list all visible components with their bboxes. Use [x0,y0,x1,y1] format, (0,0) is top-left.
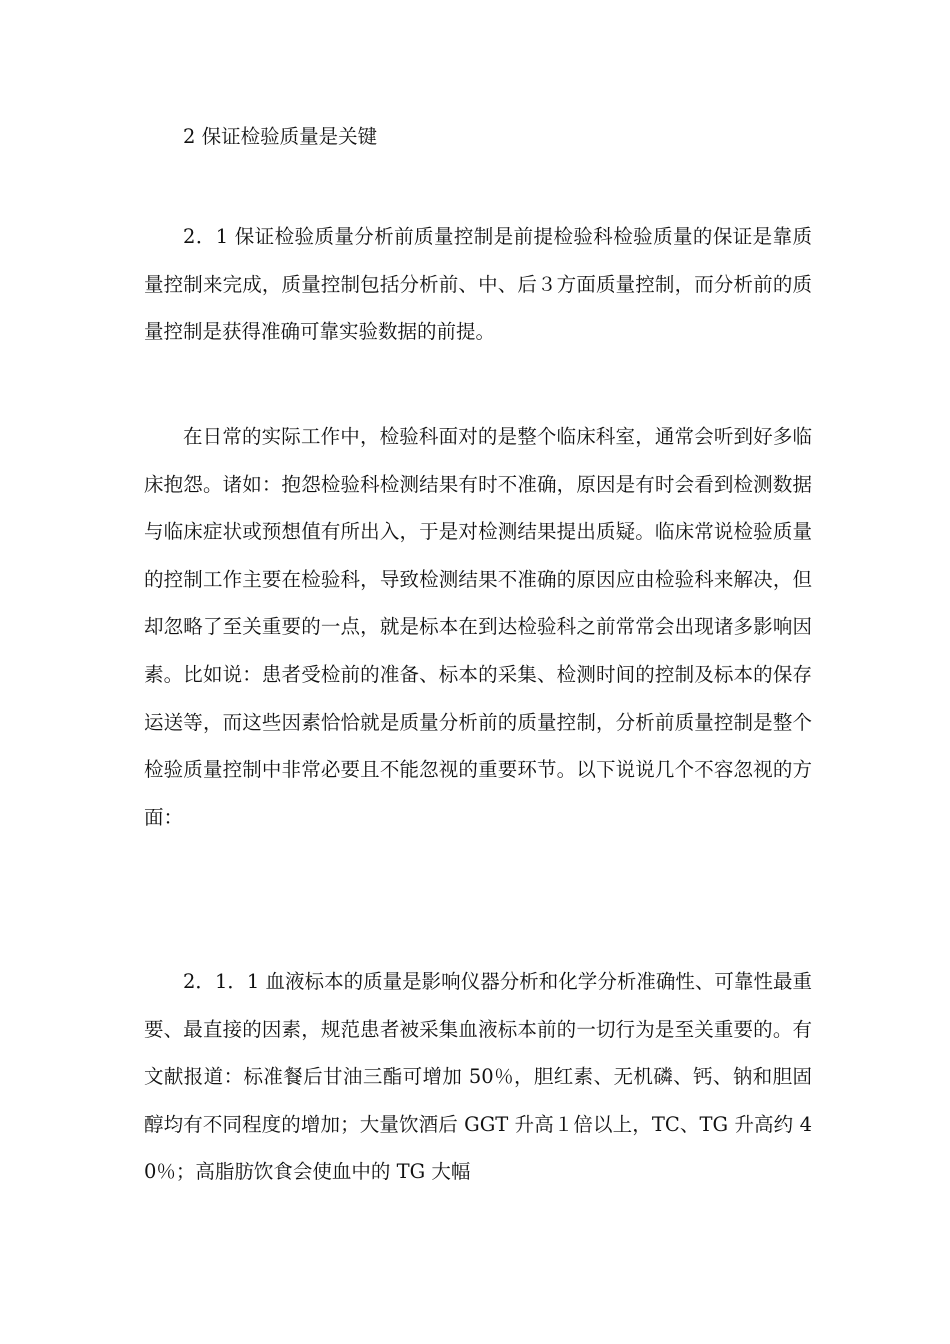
paragraph-2-1-1: 2．1．1 血液标本的质量是影响仪器分析和化学分析准确性、可靠性最重要、最直接的因素，规范患者被采集血液标本前的一切行为是至关重要的。有文献报道：标准餐后甘油三酯可增加 50％，胆红素、无机磷、钙、钠和胆固醇均有不同程度的增加；大量饮酒后 GGT 升高１倍以上，TC、TG 升高约 40％；高脂肪饮食会使血中的 TG 大幅 [144,970,812,1184]
paragraph-daily-work: 在日常的实际工作中，检验科面对的是整个临床科室，通常会听到好多临床抱怨。诸如：抱怨检验科检测结果有时不准确，原因是有时会看到检测数据与临床症状或预想值有所出入，于是对检测结果提出质疑。临床常说检验质量的控制工作主要在检验科，导致检测结果不准确的原因应由检验科来解决，但却忽略了至关重要的一点，就是标本在到达检验科之前常常会出现诸多影响因素。比如说：患者受检前的准备、标本的采集、检测时间的控制及标本的保存运送等，而这些因素恰恰就是质量分析前的质量控制，分析前质量控制是整个检验质量控制中非常必要且不能忽视的重要环节。以下说说几个不容忽视的方面： [144,425,812,829]
paragraph-2-1: 2．1 保证检验质量分析前质量控制是前提检验科检验质量的保证是靠质量控制来完成，质量控制包括分析前、中、后３方面质量控制，而分析前的质量控制是获得准确可靠实验数据的前提。 [144,225,812,344]
section-heading: 2 保证检验质量是关键 [183,125,378,148]
